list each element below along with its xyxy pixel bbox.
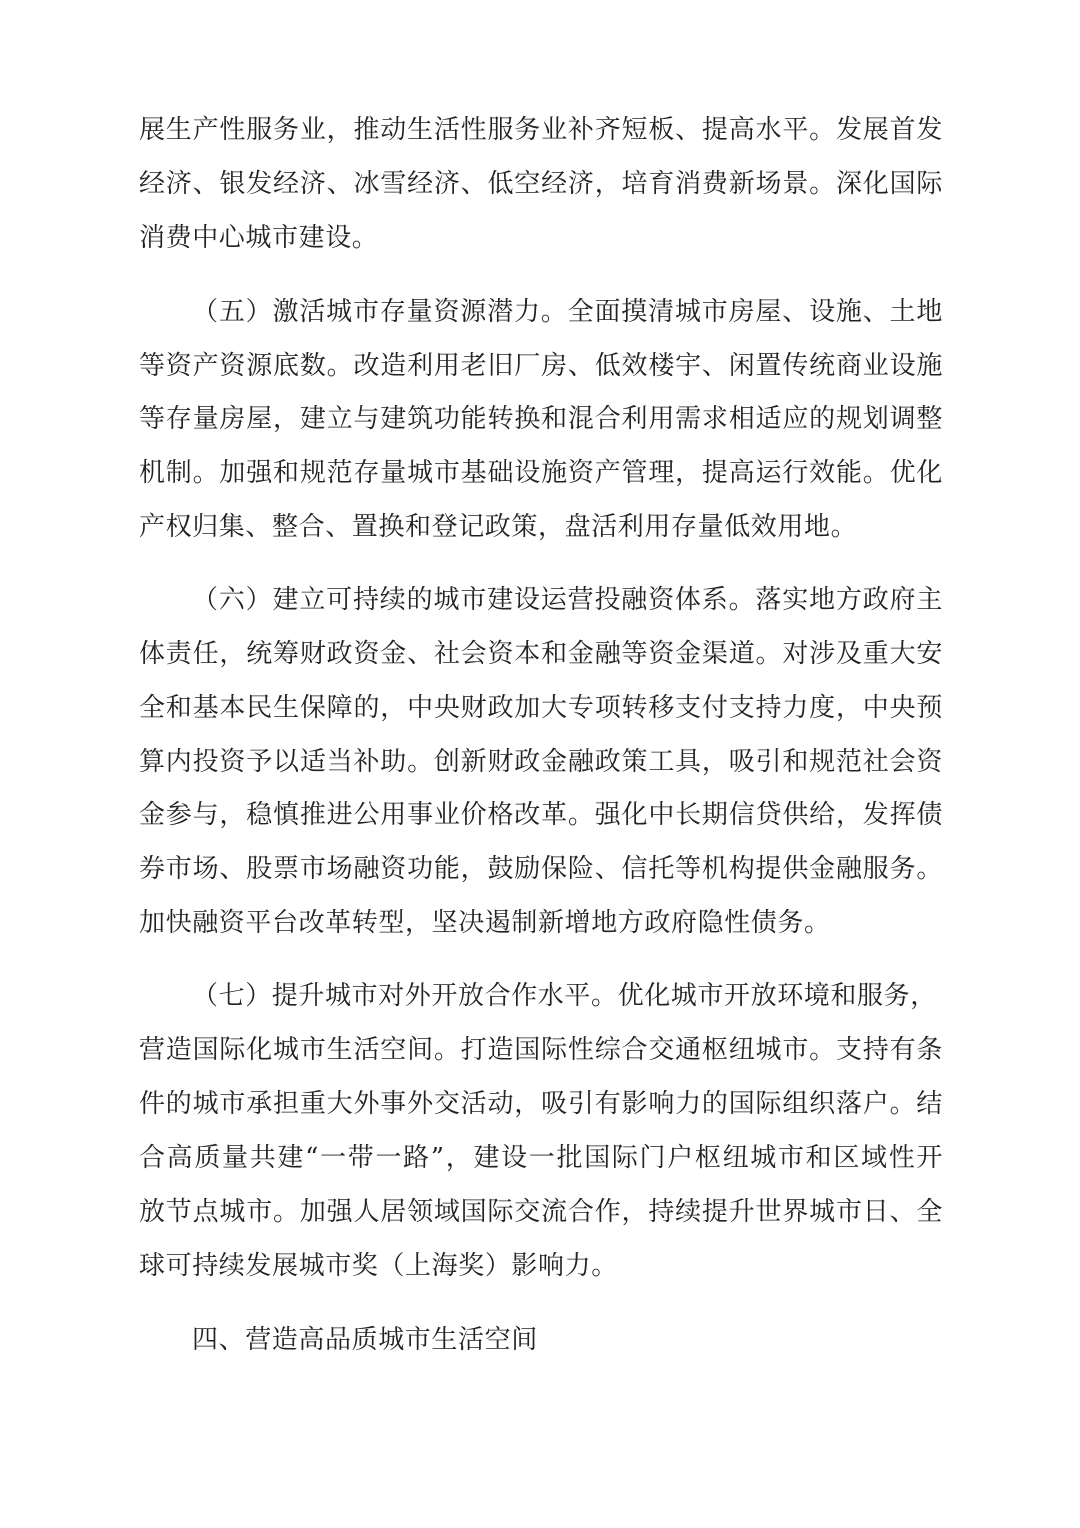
- paragraph-line: （六）建立可持续的城市建设运营投融资体系。落实地方政府主: [192, 585, 943, 615]
- section-heading: 四、营造高品质城市生活空间: [192, 1325, 538, 1355]
- paragraph-line: 展生产性服务业，推动生活性服务业补齐短板、提高水平。发展首发: [139, 115, 943, 145]
- paragraph-line: 券市场、股票市场融资功能，鼓励保险、信托等机构提供金融服务。: [139, 854, 943, 884]
- paragraph-line: 放节点城市。加强人居领域国际交流合作，持续提升世界城市日、全: [139, 1197, 943, 1227]
- paragraph-line: 件的城市承担重大外事外交活动，吸引有影响力的国际组织落户。结: [139, 1089, 943, 1119]
- paragraph-line: 等资产资源底数。改造利用老旧厂房、低效楼宇、闲置传统商业设施: [139, 351, 943, 381]
- paragraph-line: 机制。加强和规范存量城市基础设施资产管理，提高运行效能。优化: [139, 458, 943, 488]
- paragraph-line: 营造国际化城市生活空间。打造国际性综合交通枢纽城市。支持有条: [139, 1035, 943, 1065]
- paragraph-line: 产权归集、整合、置换和登记政策，盘活利用存量低效用地。: [139, 512, 858, 542]
- paragraph-line: 消费中心城市建设。: [139, 223, 379, 253]
- paragraph-line: 合高质量共建“一带一路”，建设一批国际门户枢纽城市和区域性开: [139, 1143, 943, 1173]
- paragraph-line: 算内投资予以适当补助。创新财政金融政策工具，吸引和规范社会资: [139, 747, 943, 777]
- paragraph-line: 加快融资平台改革转型，坚决遏制新增地方政府隐性债务。: [139, 908, 831, 938]
- paragraph-line: 金参与，稳慎推进公用事业价格改革。强化中长期信贷供给，发挥债: [139, 800, 943, 830]
- paragraph-line: 等存量房屋，建立与建筑功能转换和混合利用需求相适应的规划调整: [139, 404, 943, 434]
- paragraph-line: （七）提升城市对外开放合作水平。优化城市开放环境和服务，: [192, 981, 937, 1011]
- paragraph-line: 球可持续发展城市奖（上海奖）影响力。: [139, 1251, 618, 1281]
- paragraph-line: 经济、银发经济、冰雪经济、低空经济，培育消费新场景。深化国际: [139, 169, 943, 199]
- paragraph-line: 体责任，统筹财政资金、社会资本和金融等资金渠道。对涉及重大安: [139, 639, 943, 669]
- paragraph-line: （五）激活城市存量资源潜力。全面摸清城市房屋、设施、土地: [192, 297, 943, 327]
- paragraph-line: 全和基本民生保障的，中央财政加大专项转移支付支持力度，中央预: [139, 693, 943, 723]
